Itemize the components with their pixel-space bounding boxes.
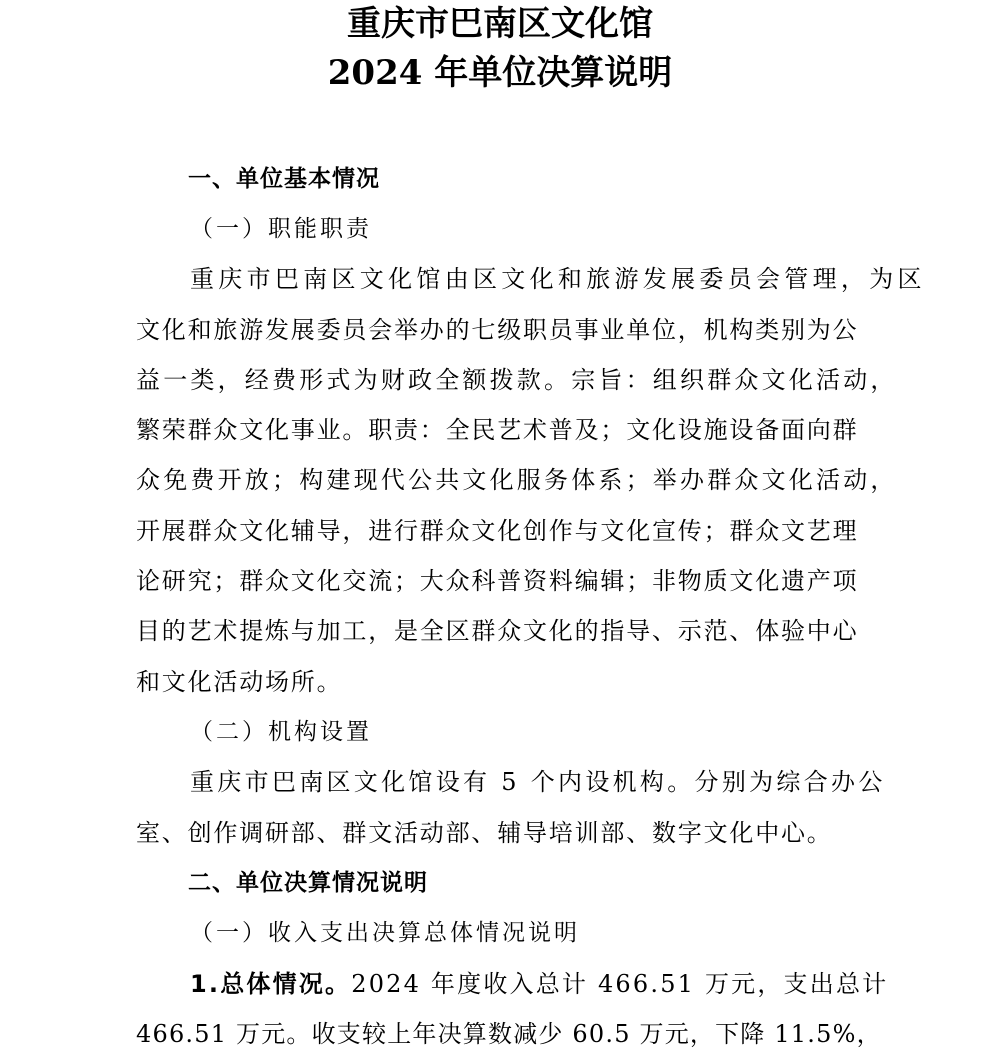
paragraph-line: 室、创作调研部、群文活动部、辅导培训部、数字文化中心。 (136, 819, 833, 847)
paragraph-text: 2024 年度收入总计 466.51 万元，支出总计 (351, 970, 889, 998)
document-title: 重庆市巴南区文化馆 (347, 4, 653, 44)
paragraph-line: 目的艺术提炼与加工，是全区群众文化的指导、示范、体验中心 (136, 617, 859, 645)
paragraph-line: 466.51 万元。收支较上年决算数减少 60.5 万元，下降 11.5%， (136, 1020, 882, 1048)
subsection-heading-organization: （二）机构设置 (190, 719, 372, 745)
paragraph-line: 众免费开放；构建现代公共文化服务体系；举办群众文化活动， (136, 466, 898, 494)
paragraph-line: 繁荣群众文化事业。职责：全民艺术普及；文化设施设备面向群 (136, 416, 859, 444)
paragraph-line: 开展群众文化辅导，进行群众文化创作与文化宣传；群众文艺理 (136, 517, 859, 545)
section-heading-final-accounts: 二、单位决算情况说明 (188, 870, 428, 896)
paragraph-line: 重庆市巴南区文化馆设有 5 个内设机构。分别为综合办公 (190, 768, 886, 796)
subsection-heading-income-expenditure: （一）收入支出决算总体情况说明 (190, 920, 580, 946)
paragraph-line: 论研究；群众文化交流；大众科普资料编辑；非物质文化遗产项 (136, 567, 859, 595)
document-subtitle: 2024 年单位决算说明 (327, 53, 673, 93)
paragraph-label: 1.总体情况。 (190, 970, 352, 998)
paragraph-line: 文化和旅游发展委员会举办的七级职员事业单位，机构类别为公 (136, 316, 859, 344)
paragraph-line (190, 969, 888, 999)
paragraph-line: 重庆市巴南区文化馆由区文化和旅游发展委员会管理，为区 (190, 265, 926, 293)
paragraph-line: 和文化活动场所。 (136, 668, 343, 696)
subsection-heading-functions: （一）职能职责 (190, 216, 372, 242)
section-heading-basic-info: 一、单位基本情况 (188, 166, 380, 192)
paragraph-line: 益一类，经费形式为财政全额拨款。宗旨：组织群众文化活动， (136, 366, 898, 394)
